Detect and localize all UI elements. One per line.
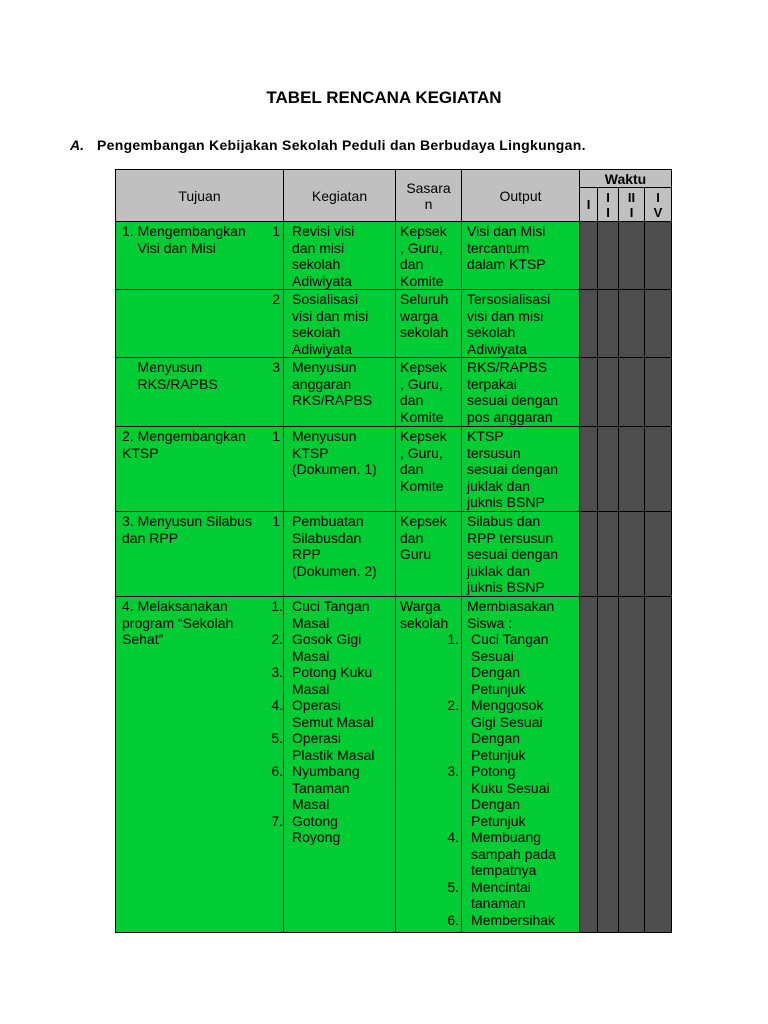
waktu-cell bbox=[580, 290, 598, 358]
kegiatan-line: Semut Masal bbox=[292, 713, 374, 730]
table-row bbox=[116, 597, 672, 933]
sasaran-text bbox=[396, 513, 461, 563]
sasaran-line: Komite bbox=[400, 272, 444, 289]
kegiatan-item bbox=[271, 763, 395, 813]
tujuan-line: program “Sekolah bbox=[122, 614, 234, 631]
output-item bbox=[447, 697, 579, 763]
output-line: Menggosok bbox=[471, 697, 544, 713]
sasaran-line: dan bbox=[400, 461, 424, 477]
tujuan-cell bbox=[116, 290, 284, 358]
kegiatan-line: Gotong bbox=[292, 812, 338, 829]
tujuan-cell bbox=[116, 222, 284, 290]
output-line: Dengan bbox=[471, 796, 521, 812]
tujuan-line: 4. Melaksanakan bbox=[122, 598, 228, 614]
output-cell bbox=[462, 222, 580, 290]
sasaran-cell bbox=[396, 290, 462, 358]
tujuan-line: Sehat” bbox=[122, 631, 164, 647]
sasaran-line: sekolah bbox=[400, 614, 449, 631]
kegiatan-item bbox=[271, 598, 395, 631]
kegiatan-text bbox=[284, 223, 395, 289]
kegiatan-line: Plastik Masal bbox=[292, 746, 375, 763]
output-text bbox=[447, 598, 579, 928]
sasaran-line: dan bbox=[400, 529, 424, 546]
waktu-cell bbox=[598, 290, 619, 358]
output-line: pos anggaran bbox=[467, 408, 553, 425]
waktu-cell bbox=[619, 358, 645, 427]
sasaran-line: Komite bbox=[400, 408, 444, 425]
output-line: juknis BSNP bbox=[467, 494, 545, 510]
header-waktu-2 bbox=[598, 188, 619, 222]
section-letter: A. bbox=[70, 137, 84, 153]
tujuan-cell bbox=[116, 597, 284, 933]
kegiatan-item bbox=[271, 730, 395, 763]
waktu-cell bbox=[580, 597, 598, 933]
output-line: sesuai dengan bbox=[467, 546, 559, 562]
output-line: juknis BSNP bbox=[467, 579, 545, 595]
sasaran-line: Guru bbox=[400, 546, 432, 562]
waktu-4-line2: V bbox=[653, 204, 663, 220]
kegiatan-line: Menyusun bbox=[292, 359, 357, 375]
sasaran-line: dan bbox=[400, 256, 424, 272]
kegiatan-line: Royong bbox=[292, 829, 341, 845]
waktu-cell bbox=[645, 290, 672, 358]
kegiatan-line: sekolah bbox=[292, 256, 341, 272]
output-item bbox=[447, 911, 579, 929]
output-line: dalam KTSP bbox=[467, 256, 546, 272]
kegiatan-number: 1 bbox=[272, 513, 280, 529]
waktu-cell bbox=[598, 358, 619, 427]
waktu-cell bbox=[619, 427, 645, 512]
kegiatan-line: Silabusdan bbox=[292, 529, 362, 546]
tujuan-line: Menyusun bbox=[122, 359, 203, 375]
kegiatan-item-number: 1. bbox=[271, 598, 283, 614]
output-line: Petunjuk bbox=[471, 746, 526, 763]
kegiatan-item bbox=[271, 697, 395, 730]
output-line: sekolah bbox=[467, 324, 516, 340]
output-item bbox=[447, 631, 579, 697]
table-row bbox=[116, 222, 672, 290]
output-line: Cuci Tangan bbox=[471, 631, 549, 647]
kegiatan-line: Sosialisasi bbox=[292, 291, 359, 307]
kegiatan-number: 3 bbox=[272, 359, 280, 375]
kegiatan-line: Masal bbox=[292, 647, 330, 664]
output-item-text bbox=[467, 697, 579, 763]
kegiatan-line: dan misi bbox=[292, 239, 345, 256]
kegiatan-line: Adiwiyata bbox=[292, 340, 352, 357]
kegiatan-item-number: 6. bbox=[271, 763, 283, 779]
kegiatan-line: Tanaman bbox=[292, 779, 350, 796]
kegiatan-line: Pembuatan bbox=[292, 513, 364, 529]
tujuan-line: 2. Mengembangkan bbox=[122, 428, 246, 444]
output-line: KTSP bbox=[467, 428, 504, 444]
kegiatan-line: Nyumbang bbox=[292, 763, 360, 779]
sasaran-cell bbox=[396, 427, 462, 512]
kegiatan-cell bbox=[284, 358, 396, 427]
table-row bbox=[116, 512, 672, 597]
waktu-cell bbox=[645, 597, 672, 933]
output-line: Petunjuk bbox=[471, 680, 526, 697]
output-cell bbox=[462, 512, 580, 597]
waktu-cell bbox=[580, 427, 598, 512]
waktu-cell bbox=[598, 512, 619, 597]
output-item-text bbox=[467, 763, 579, 829]
output-line: Tersosialisasi bbox=[467, 291, 551, 307]
output-item-number: 1. bbox=[447, 631, 459, 647]
kegiatan-cell bbox=[271, 597, 396, 933]
sasaran-text bbox=[396, 359, 461, 425]
section-text: Pengembangan Kebijakan Sekolah Peduli dan Berbudaya Lingkungan. bbox=[97, 137, 586, 153]
table-row bbox=[116, 290, 672, 358]
output-line: tempatnya bbox=[471, 862, 537, 878]
sasaran-cell bbox=[396, 512, 462, 597]
sasaran-cell bbox=[396, 222, 462, 290]
output-line: Membiasakan bbox=[467, 598, 555, 614]
waktu-2-line1: I bbox=[606, 189, 610, 205]
kegiatan-line: Operasi bbox=[292, 697, 342, 713]
waktu-cell bbox=[645, 427, 672, 512]
output-item-number: 2. bbox=[447, 697, 459, 713]
output-line: Kuku Sesuai bbox=[471, 779, 550, 796]
sasaran-text bbox=[396, 223, 461, 289]
kegiatan-item-text bbox=[284, 697, 395, 730]
kegiatan-cell bbox=[284, 290, 396, 358]
waktu-cell bbox=[598, 222, 619, 290]
output-line: RKS/RAPBS bbox=[467, 359, 548, 375]
kegiatan-line: Operasi bbox=[292, 730, 342, 746]
header-output: Output bbox=[462, 170, 580, 222]
tujuan-text bbox=[116, 359, 283, 392]
output-line: tercantum bbox=[467, 239, 530, 256]
output-text bbox=[462, 359, 579, 425]
output-text bbox=[462, 291, 579, 357]
kegiatan-line: (Dokumen. 2) bbox=[292, 562, 377, 579]
kegiatan-line: (Dokumen. 1) bbox=[292, 461, 377, 477]
kegiatan-line: Masal bbox=[292, 796, 330, 812]
output-line: Dengan bbox=[471, 730, 521, 746]
kegiatan-list bbox=[271, 598, 395, 846]
waktu-3-line1: II bbox=[627, 189, 636, 205]
tujuan-cell bbox=[116, 427, 284, 512]
output-line: Mencintai bbox=[471, 878, 531, 895]
table-row bbox=[116, 358, 672, 427]
tujuan-cell bbox=[116, 512, 284, 597]
output-cell bbox=[447, 597, 580, 933]
sasaran-line: , Guru, bbox=[400, 375, 443, 392]
kegiatan-cell bbox=[284, 222, 396, 290]
header-waktu-4 bbox=[645, 188, 672, 222]
output-line: Membersihak bbox=[471, 911, 556, 928]
kegiatan-item bbox=[271, 812, 395, 846]
sasaran-line: Komite bbox=[400, 477, 444, 494]
output-line: tersusun bbox=[467, 444, 521, 461]
output-item-text bbox=[467, 829, 579, 879]
kegiatan-line: RPP bbox=[292, 546, 321, 562]
output-text bbox=[462, 428, 579, 511]
tujuan-text bbox=[116, 223, 283, 256]
output-line: sesuai dengan bbox=[467, 392, 559, 408]
waktu-cell bbox=[645, 512, 672, 597]
kegiatan-line: RKS/RAPBS bbox=[292, 392, 373, 408]
waktu-cell bbox=[619, 222, 645, 290]
kegiatan-item-number: 5. bbox=[271, 730, 283, 746]
kegiatan-line: Masal bbox=[292, 614, 330, 631]
output-item bbox=[447, 829, 579, 879]
sasaran-line: Kepsek bbox=[400, 223, 447, 239]
kegiatan-text bbox=[284, 513, 395, 579]
output-item-text bbox=[467, 879, 579, 912]
waktu-3-line2: I bbox=[629, 204, 634, 220]
sasaran-line: Kepsek bbox=[400, 428, 447, 444]
tujuan-text bbox=[116, 428, 283, 461]
kegiatan-item-text bbox=[284, 631, 395, 664]
kegiatan-line: anggaran bbox=[292, 375, 352, 392]
output-item bbox=[447, 878, 579, 912]
kegiatan-cell bbox=[284, 512, 396, 597]
header-sasaran bbox=[396, 170, 462, 222]
output-line: Dengan bbox=[471, 664, 521, 680]
output-line: sampah pada bbox=[471, 845, 556, 862]
activity-plan-table bbox=[115, 169, 672, 933]
output-text bbox=[462, 223, 579, 273]
kegiatan-number: 1 bbox=[272, 223, 280, 239]
kegiatan-line: KTSP bbox=[292, 444, 329, 461]
kegiatan-line: Cuci Tangan bbox=[292, 598, 370, 614]
output-cell bbox=[462, 290, 580, 358]
tujuan-line: 1. Mengembangkan bbox=[122, 223, 246, 239]
kegiatan-line: Masal bbox=[292, 680, 330, 697]
waktu-cell bbox=[580, 358, 598, 427]
section-heading bbox=[70, 137, 586, 153]
output-line: juklak dan bbox=[467, 562, 531, 579]
output-line: Silabus dan bbox=[467, 513, 541, 529]
kegiatan-line: Menyusun bbox=[292, 428, 357, 444]
output-item-number: 3. bbox=[447, 763, 459, 779]
kegiatan-line: Revisi visi bbox=[292, 223, 355, 239]
output-line: RPP tersusun bbox=[467, 529, 554, 546]
kegiatan-item-text bbox=[284, 730, 395, 763]
waktu-4-line1: I bbox=[656, 189, 660, 205]
header-kegiatan: Kegiatan bbox=[284, 170, 396, 222]
kegiatan-item-text bbox=[284, 664, 395, 697]
output-line: tanaman bbox=[471, 895, 526, 911]
output-line: Gigi Sesuai bbox=[471, 713, 543, 730]
tujuan-line: RKS/RAPBS bbox=[122, 375, 218, 392]
output-line: Potong bbox=[471, 763, 516, 779]
sasaran-line: warga bbox=[400, 307, 439, 324]
waktu-cell bbox=[580, 222, 598, 290]
output-item-number: 5. bbox=[447, 878, 459, 895]
output-line: visi dan misi bbox=[467, 307, 544, 324]
kegiatan-item-text bbox=[284, 598, 395, 631]
tujuan-text bbox=[116, 513, 283, 546]
kegiatan-number: 2 bbox=[272, 291, 280, 307]
header-waktu: Waktu bbox=[580, 170, 672, 188]
kegiatan-line: Potong Kuku bbox=[292, 664, 373, 680]
waktu-1-label: I bbox=[586, 197, 591, 212]
kegiatan-text bbox=[284, 359, 395, 409]
output-line: Adiwiyata bbox=[467, 340, 527, 357]
waktu-cell bbox=[619, 290, 645, 358]
kegiatan-item bbox=[271, 631, 395, 664]
kegiatan-line: sekolah bbox=[292, 324, 341, 340]
waktu-cell bbox=[598, 427, 619, 512]
kegiatan-line: Adiwiyata bbox=[292, 272, 352, 289]
output-item-text bbox=[467, 912, 579, 929]
table-row bbox=[116, 427, 672, 512]
tujuan-cell bbox=[116, 358, 284, 427]
kegiatan-number: 1 bbox=[272, 428, 280, 444]
waktu-cell bbox=[645, 358, 672, 427]
output-line: Petunjuk bbox=[471, 812, 526, 829]
waktu-cell bbox=[598, 597, 619, 933]
kegiatan-item-number: 2. bbox=[271, 631, 283, 647]
kegiatan-line: visi dan misi bbox=[292, 307, 369, 324]
page-title: TABEL RENCANA KEGIATAN bbox=[266, 88, 502, 107]
output-line: Membuang bbox=[471, 829, 542, 845]
kegiatan-line: Gosok Gigi bbox=[292, 631, 362, 647]
kegiatan-item-text bbox=[284, 813, 395, 846]
kegiatan-text bbox=[284, 291, 395, 357]
output-item-number: 6. bbox=[447, 911, 459, 928]
output-item bbox=[447, 763, 579, 829]
kegiatan-item-number: 7. bbox=[271, 812, 283, 829]
waktu-cell bbox=[580, 512, 598, 597]
sasaran-line: Kepsek bbox=[400, 359, 447, 375]
tujuan-line: 3. Menyusun Silabus bbox=[122, 513, 252, 529]
output-line: Sesuai bbox=[471, 647, 514, 664]
kegiatan-text bbox=[284, 428, 395, 478]
tujuan-line: dan RPP bbox=[122, 529, 179, 546]
kegiatan-item-number: 3. bbox=[271, 664, 283, 680]
output-line: Visi dan Misi bbox=[467, 223, 546, 239]
output-line: sesuai dengan bbox=[467, 461, 559, 477]
header-tujuan: Tujuan bbox=[116, 170, 284, 222]
waktu-cell bbox=[619, 597, 645, 933]
sasaran-line: , Guru, bbox=[400, 239, 443, 256]
output-text bbox=[462, 513, 579, 596]
sasaran-line: Warga bbox=[400, 598, 441, 614]
header-sasaran-line2: n bbox=[424, 195, 433, 212]
kegiatan-item bbox=[271, 664, 395, 697]
sasaran-text bbox=[396, 291, 461, 341]
tujuan-line: Visi dan Misi bbox=[122, 239, 216, 256]
output-cell bbox=[462, 427, 580, 512]
header-sasaran-line1: Sasara bbox=[406, 179, 451, 196]
sasaran-line: Seluruh bbox=[400, 291, 449, 307]
waktu-2-line2: I bbox=[606, 204, 610, 220]
sasaran-text bbox=[396, 428, 461, 494]
output-line: Siswa : bbox=[467, 614, 513, 631]
output-line: juklak dan bbox=[467, 477, 531, 494]
header-waktu-3 bbox=[619, 188, 645, 222]
output-line: terpakai bbox=[467, 375, 517, 392]
output-item-text bbox=[467, 631, 579, 697]
output-item-number: 4. bbox=[447, 829, 459, 845]
waktu-cell bbox=[619, 512, 645, 597]
kegiatan-item-text bbox=[284, 763, 395, 813]
output-cell bbox=[462, 358, 580, 427]
sasaran-line: , Guru, bbox=[400, 444, 443, 461]
sasaran-text bbox=[396, 598, 461, 631]
kegiatan-cell bbox=[284, 427, 396, 512]
sasaran-line: dan bbox=[400, 392, 424, 408]
waktu-cell bbox=[645, 222, 672, 290]
header-waktu-1 bbox=[580, 188, 598, 222]
kegiatan-item-number: 4. bbox=[271, 697, 283, 713]
sasaran-line: Kepsek bbox=[400, 513, 447, 529]
sasaran-cell bbox=[396, 358, 462, 427]
sasaran-line: sekolah bbox=[400, 324, 449, 340]
tujuan-text bbox=[116, 598, 283, 648]
tujuan-line: KTSP bbox=[122, 444, 159, 461]
